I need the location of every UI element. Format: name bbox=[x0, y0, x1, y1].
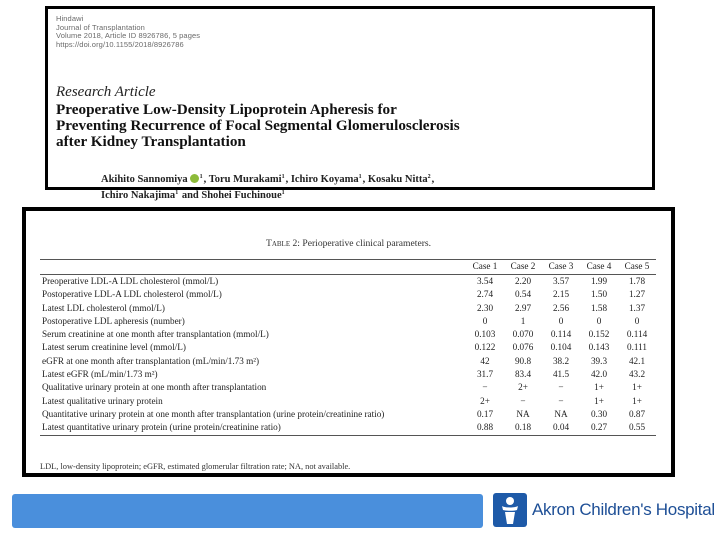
table-row bbox=[40, 288, 656, 301]
journal-name: Journal of Transplantation bbox=[56, 22, 145, 32]
value-cell: − bbox=[520, 395, 526, 406]
value-cell: 0.103 bbox=[474, 329, 496, 340]
hospital-name: Akron Children's Hospital bbox=[532, 500, 715, 519]
title-line: Preventing Recurrence of Focal Segmental Glomerulosclerosis bbox=[56, 117, 460, 134]
parameter-cell: Preoperative LDL-A LDL cholesterol (mmol/L) bbox=[42, 276, 219, 286]
parameter-cell: Latest quantitative urinary protein (urine protein/creatinine ratio) bbox=[40, 421, 466, 435]
value-cell: 39.3 bbox=[590, 355, 608, 366]
value-cell: 0.88 bbox=[466, 421, 504, 435]
value-cell: − bbox=[558, 395, 564, 406]
value-cell: 0.104 bbox=[550, 342, 572, 353]
value-cell: 1 bbox=[520, 315, 526, 326]
value-cell: 0.27 bbox=[580, 421, 618, 435]
value-cell: 1.58 bbox=[590, 302, 608, 313]
value-cell: 90.8 bbox=[514, 355, 532, 366]
parameter-cell: Latest eGFR (mL/min/1.73 m²) bbox=[42, 369, 158, 380]
author-affiliation: 2 bbox=[427, 174, 431, 180]
value-cell: 83.4 bbox=[514, 369, 532, 380]
value-cell: − bbox=[482, 382, 488, 393]
author-affiliation: 1 bbox=[281, 189, 285, 196]
value-cell: 3.57 bbox=[552, 276, 570, 286]
value-cell: 0.076 bbox=[512, 342, 534, 353]
title-line: Preoperative Low-Density Lipoprotein Apheresis for bbox=[56, 101, 397, 118]
parameter-cell: Postoperative LDL-A LDL cholesterol (mmol/L) bbox=[42, 289, 222, 300]
table-caption bbox=[26, 238, 671, 249]
value-cell: 1+ bbox=[594, 395, 604, 406]
table-row bbox=[40, 328, 656, 341]
table-row bbox=[40, 275, 656, 289]
value-cell: 2.30 bbox=[476, 302, 494, 313]
value-cell: 0 bbox=[482, 315, 488, 326]
value-cell: 1.37 bbox=[628, 302, 646, 313]
value-cell: 0.111 bbox=[627, 342, 647, 353]
column-header: Case 5 bbox=[618, 260, 656, 275]
value-cell: 0.122 bbox=[474, 342, 496, 353]
value-cell: NA bbox=[554, 408, 568, 419]
value-cell: 0.17 bbox=[476, 408, 494, 419]
value-cell: 0.30 bbox=[590, 408, 608, 419]
author-affiliation: 1 bbox=[358, 174, 362, 180]
value-cell: 1.78 bbox=[628, 276, 646, 286]
value-cell: 31.7 bbox=[476, 369, 494, 380]
value-cell: 42.1 bbox=[628, 355, 646, 366]
value-cell: 41.5 bbox=[552, 369, 570, 380]
parameter-cell: Latest qualitative urinary protein bbox=[42, 395, 163, 406]
hospital-logo-icon bbox=[493, 493, 527, 527]
author-affiliation: 1 bbox=[281, 174, 285, 180]
value-cell: 2.20 bbox=[514, 276, 532, 286]
value-cell: 0 bbox=[634, 315, 640, 326]
clinical-table-panel bbox=[22, 207, 675, 477]
table-row bbox=[40, 315, 656, 328]
table-row bbox=[40, 355, 656, 368]
value-cell: 2.97 bbox=[514, 302, 532, 313]
column-header: Case 1 bbox=[466, 260, 504, 275]
publisher-name: Hindawi bbox=[56, 14, 84, 23]
value-cell: 1.99 bbox=[590, 276, 608, 286]
article-type: Research Article bbox=[56, 84, 156, 100]
column-header bbox=[40, 260, 466, 275]
column-header: Case 2 bbox=[504, 260, 542, 275]
author-name: Toru Murakami bbox=[208, 174, 282, 185]
value-cell: 2+ bbox=[518, 382, 528, 393]
author-list: Akihito Sannomiya $^1$, Toru Murakami$^1$, Ichiro Koyama$^1$, Kosaku Nitta$^2$, Ichiro Nakajima$^1$ and Shohei Fuchinoue$^1$ bbox=[101, 174, 435, 201]
value-cell: 42 bbox=[480, 355, 490, 366]
parameter-cell: Latest serum creatinine level (mmol/L) bbox=[42, 342, 186, 353]
article-title bbox=[56, 102, 646, 150]
parameter-cell: Latest LDL cholesterol (mmol/L) bbox=[42, 302, 165, 313]
value-cell: 0.87 bbox=[628, 408, 646, 419]
table-row bbox=[40, 368, 656, 381]
author-name: Kosaku Nitta bbox=[367, 174, 428, 185]
footer-bar bbox=[12, 494, 483, 528]
table-row bbox=[40, 381, 656, 394]
value-cell: 2.15 bbox=[552, 289, 570, 300]
article-header-panel bbox=[45, 6, 655, 201]
value-cell: 0.54 bbox=[514, 289, 532, 300]
value-cell: 0.04 bbox=[542, 421, 580, 435]
value-cell: 1+ bbox=[632, 395, 642, 406]
doi-link[interactable]: https://doi.org/10.1155/2018/8926786 bbox=[56, 39, 184, 49]
value-cell: 0.55 bbox=[618, 421, 656, 435]
value-cell: 0.114 bbox=[626, 329, 648, 340]
table-row bbox=[40, 421, 656, 435]
value-cell: 0.18 bbox=[504, 421, 542, 435]
value-cell: 3.54 bbox=[476, 276, 494, 286]
value-cell: 2.74 bbox=[476, 289, 494, 300]
value-cell: NA bbox=[516, 408, 530, 419]
parameter-cell: Quantitative urinary protein at one month after transplantation (urine protein/creatinine ratio) bbox=[42, 408, 385, 419]
value-cell: 43.2 bbox=[628, 369, 646, 380]
perioperative-parameters-table bbox=[40, 259, 656, 436]
value-cell: 0 bbox=[596, 315, 602, 326]
table-label: Table 2: bbox=[265, 238, 300, 249]
journal-meta bbox=[56, 15, 200, 49]
value-cell: 2+ bbox=[480, 395, 490, 406]
table-footnote: LDL, low-density lipoprotein; eGFR, estimated glomerular filtration rate; NA, not available. bbox=[40, 462, 351, 471]
column-header: Case 4 bbox=[580, 260, 618, 275]
value-cell: 1.27 bbox=[628, 289, 646, 300]
value-cell: − bbox=[558, 382, 564, 393]
column-header: Case 3 bbox=[542, 260, 580, 275]
value-cell: 1+ bbox=[632, 382, 642, 393]
hospital-logo bbox=[490, 492, 715, 530]
volume-info: Volume 2018, Article ID 8926786, 5 pages bbox=[56, 31, 201, 41]
value-cell: 38.2 bbox=[552, 355, 570, 366]
parameter-cell: Serum creatinine at one month after transplantation (mmol/L) bbox=[42, 329, 269, 340]
author-name: Akihito Sannomiya bbox=[101, 174, 188, 185]
table-row bbox=[40, 341, 656, 354]
value-cell: 0 bbox=[558, 315, 564, 326]
value-cell: 0.070 bbox=[512, 329, 534, 340]
value-cell: 2.56 bbox=[552, 302, 570, 313]
value-cell: 0.152 bbox=[588, 329, 610, 340]
value-cell: 1+ bbox=[594, 382, 604, 393]
value-cell: 0.114 bbox=[550, 329, 572, 340]
table-row bbox=[40, 408, 656, 421]
author-name: Ichiro Koyama bbox=[290, 174, 359, 185]
author-affiliation: 1 bbox=[199, 174, 203, 180]
author-name: Ichiro Nakajima bbox=[101, 189, 176, 201]
parameter-cell: Postoperative LDL apheresis (number) bbox=[42, 315, 185, 326]
parameter-cell: Qualitative urinary protein at one month after transplantation bbox=[42, 382, 267, 393]
orcid-icon[interactable] bbox=[190, 174, 199, 183]
title-line: after Kidney Transplantation bbox=[56, 133, 246, 150]
author-name: Shohei Fuchinoue bbox=[201, 189, 282, 201]
table-body bbox=[40, 275, 656, 436]
table-row bbox=[40, 302, 656, 315]
author-affiliation: 1 bbox=[175, 189, 179, 196]
parameter-cell: eGFR at one month after transplantation (mL/min/1.73 m²) bbox=[42, 355, 260, 366]
table-row bbox=[40, 395, 656, 408]
value-cell: 0.143 bbox=[588, 342, 610, 353]
table-caption-text: Perioperative clinical parameters. bbox=[302, 238, 432, 249]
value-cell: 1.50 bbox=[590, 289, 608, 300]
table-header-row bbox=[40, 260, 656, 275]
value-cell: 42.0 bbox=[590, 369, 608, 380]
